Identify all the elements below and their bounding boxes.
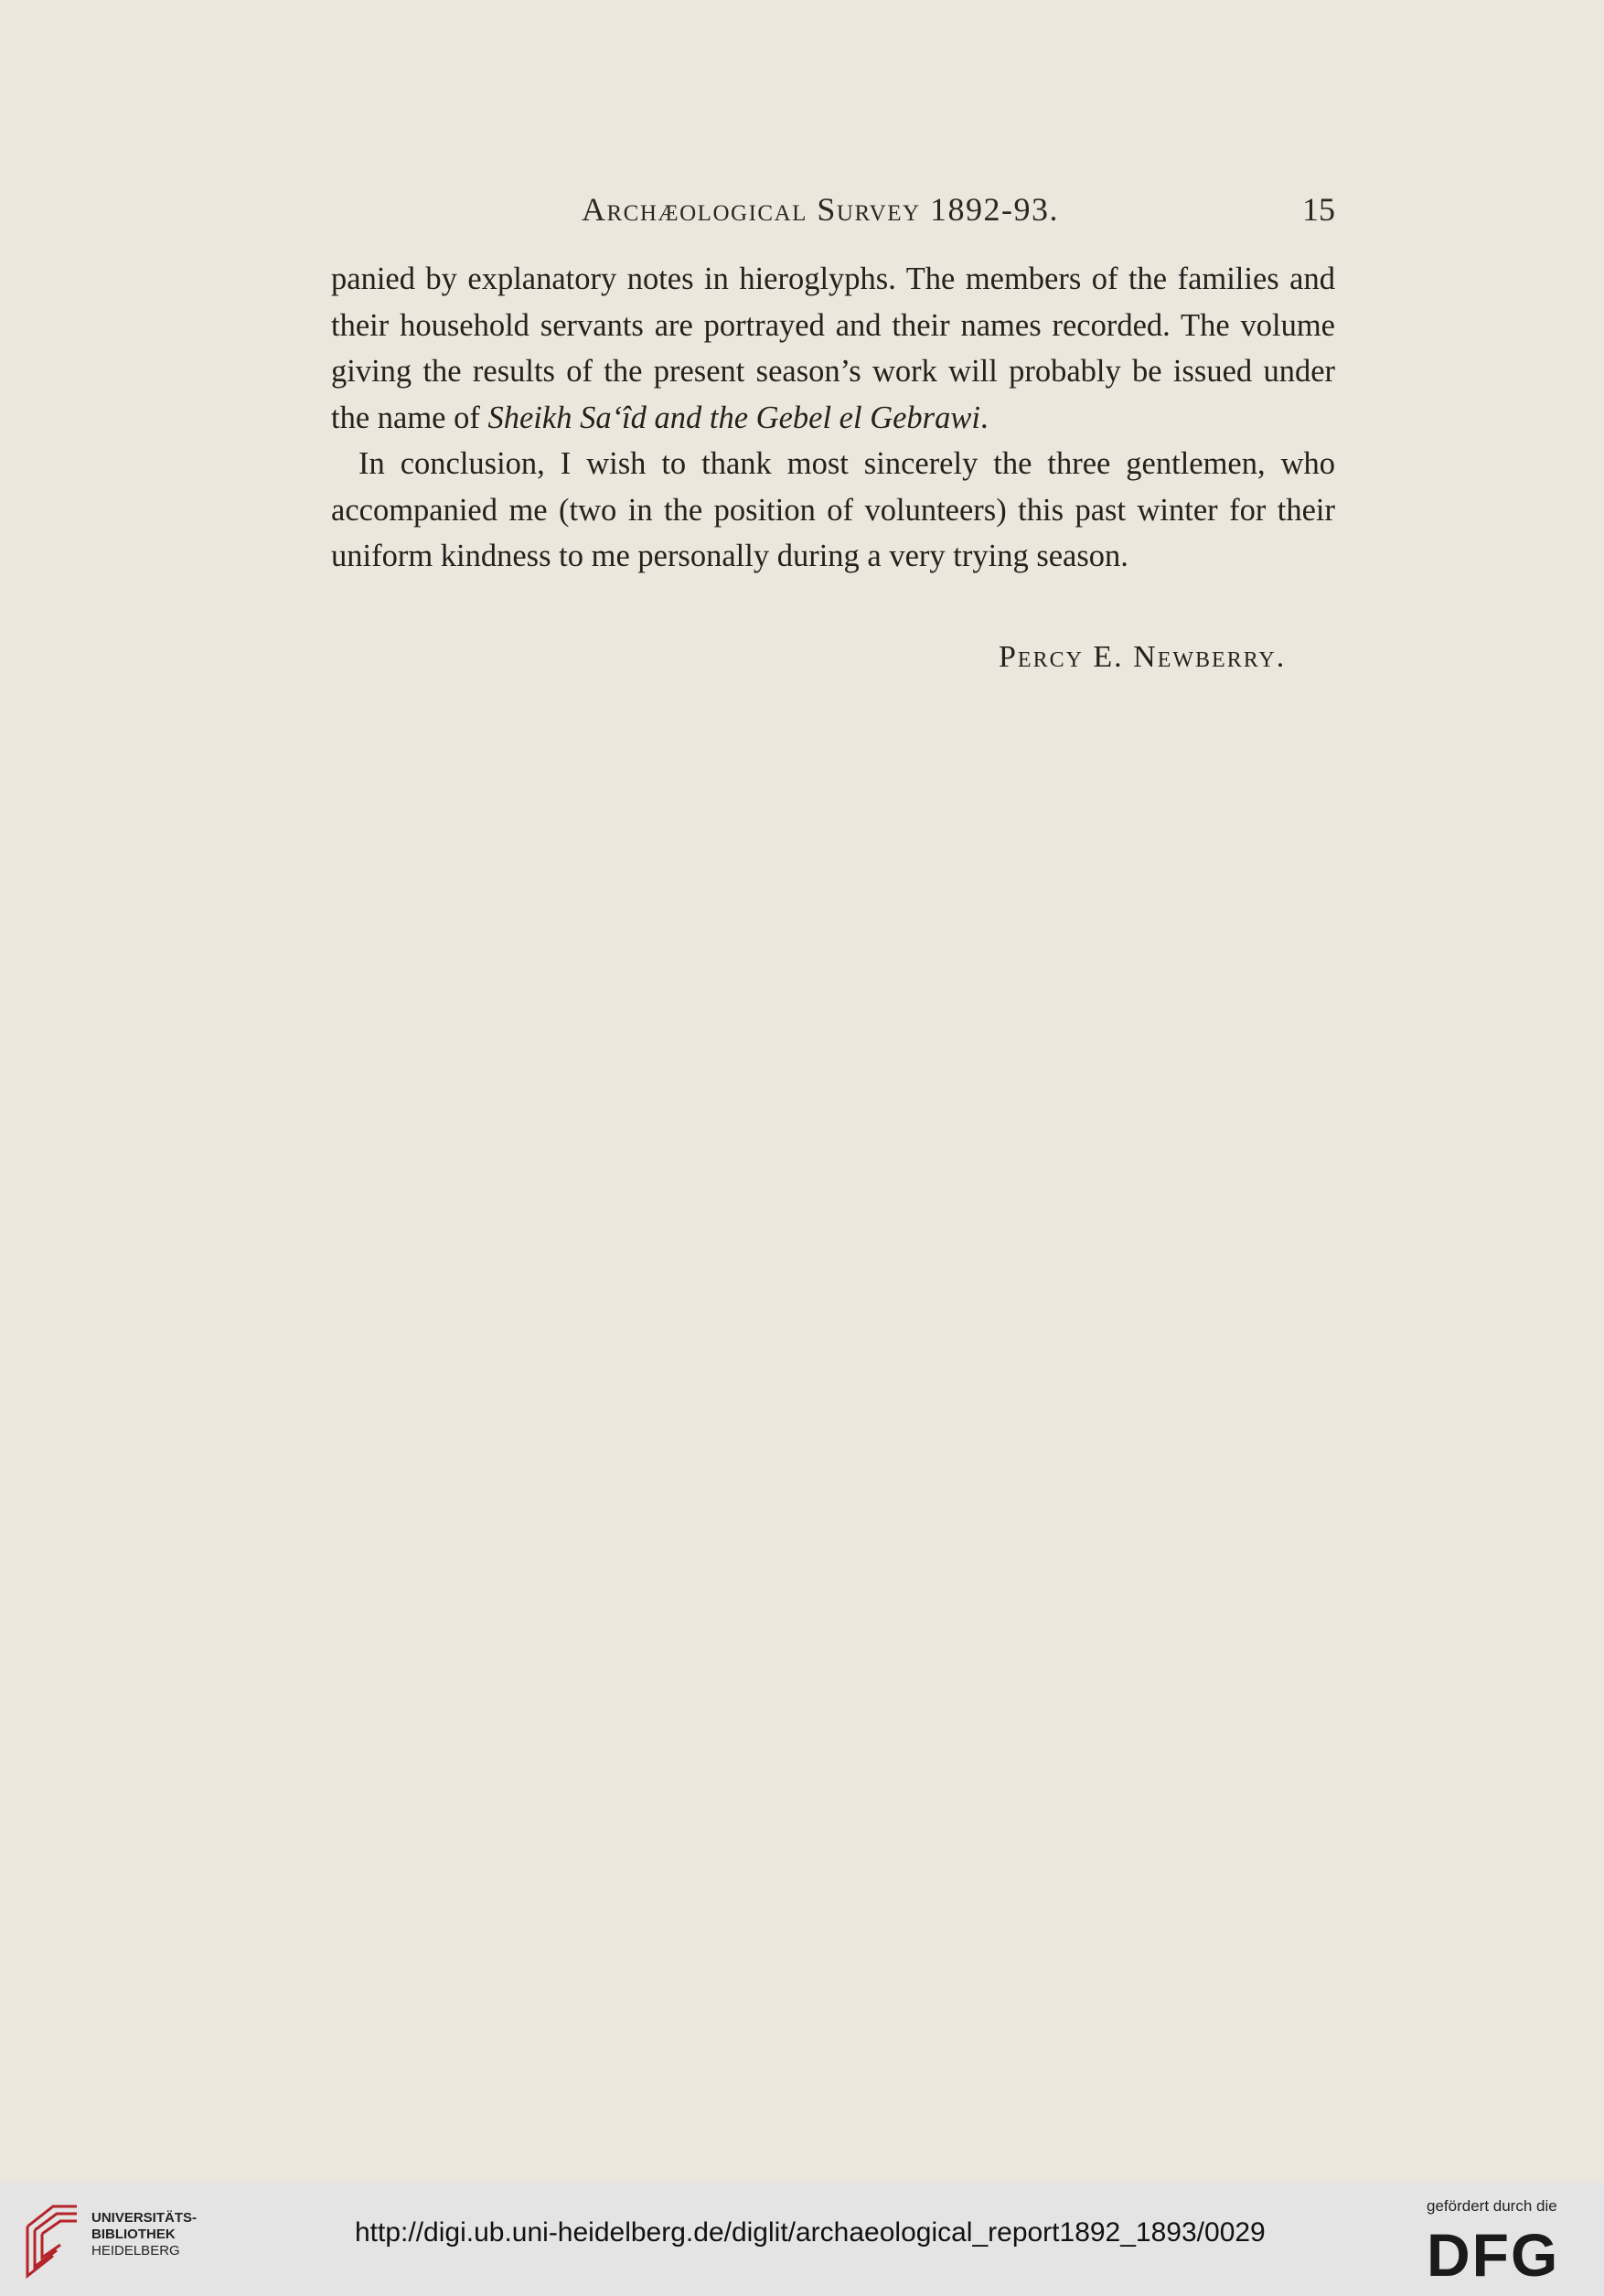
page-number: 15 xyxy=(1302,191,1335,228)
footer-bar xyxy=(0,2183,1604,2296)
paragraph-1-end: . xyxy=(979,400,989,435)
university-library-name xyxy=(91,2210,197,2259)
library-name-line-1: UNIVERSITÄTS- xyxy=(91,2210,198,2226)
running-head xyxy=(582,190,1059,229)
book-title: Sheikh Sa‘îd and the Gebel el Gebrawi xyxy=(487,400,980,435)
body-text xyxy=(331,256,1335,580)
permalink-url[interactable]: http://digi.ub.uni-heidelberg.de/diglit/archaeological_report1892_1893/0029 xyxy=(355,2217,1266,2248)
paragraph-2: In conclusion, I wish to thank most sincerely the three gentlemen, who accompanied me (two in the position of volunteers) this past winter for their uniform kindness to me personally during a very trying season. xyxy=(331,446,1335,573)
university-library-logo-icon xyxy=(20,2199,84,2281)
funding-caption: gefördert durch die xyxy=(1427,2197,1557,2215)
library-name-line-2: BIBLIOTHEK xyxy=(91,2227,176,2242)
paragraph-1-text: panied by explanatory notes in hieroglyphs. The members of the families and their household servants are portrayed and their names recorded. The volume giving the results of the present season’s work will probably be issued under the name of xyxy=(331,262,1335,435)
running-head-title: Archæological Survey xyxy=(582,191,921,228)
dfg-logo: DFG xyxy=(1427,2221,1560,2289)
paragraph-1 xyxy=(331,256,1335,441)
library-name-line-3: HEIDELBERG xyxy=(91,2243,180,2259)
signature: Percy E. Newberry. xyxy=(999,640,1287,674)
running-head-years: 1892-93. xyxy=(920,191,1060,228)
